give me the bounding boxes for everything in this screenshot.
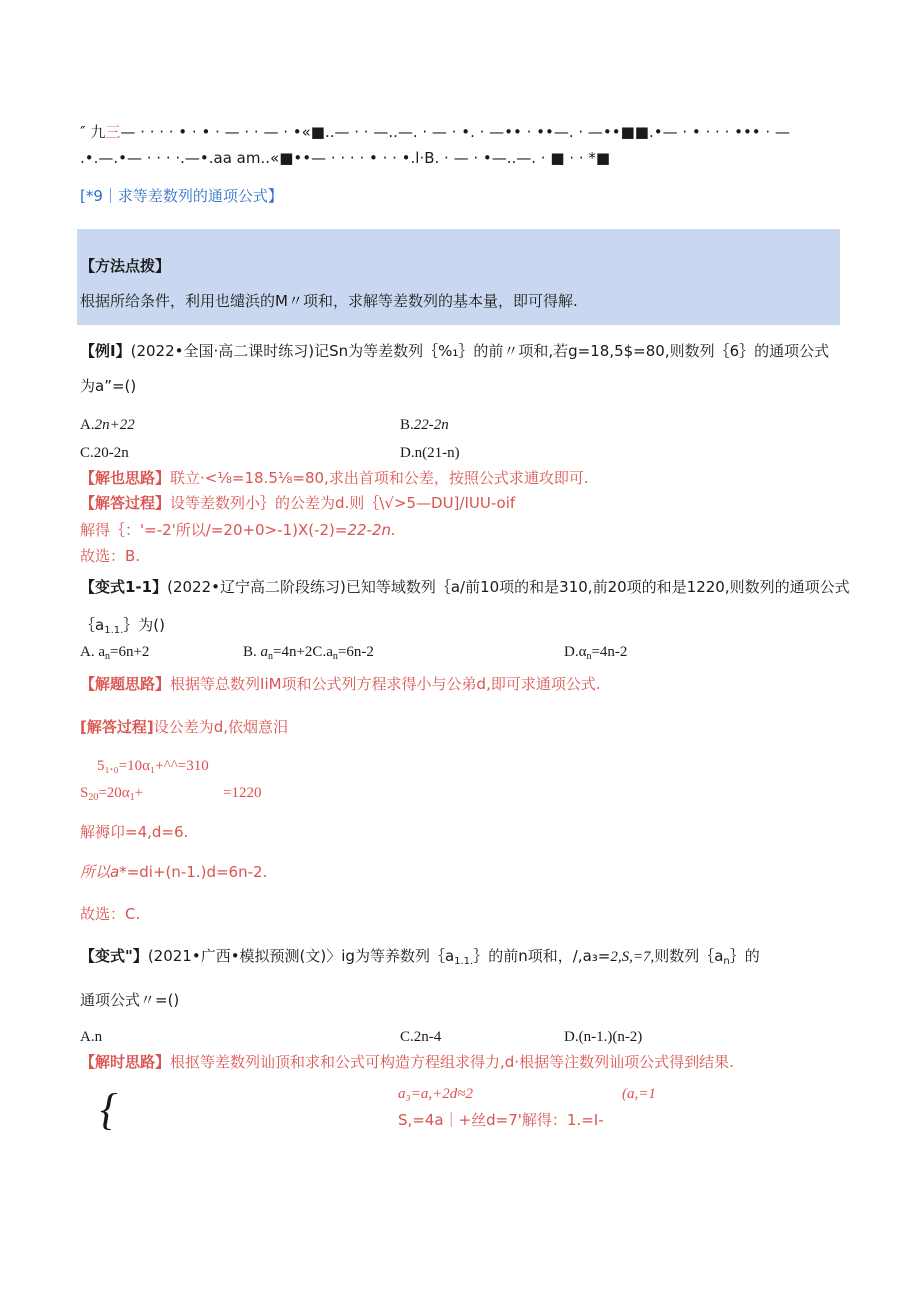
example1-option-b-letter: B. xyxy=(400,417,414,433)
method-box-text: 根据所给条件，利用也缱浜的M〃项和，求解等差数列的基本量，即可得解. xyxy=(80,292,578,310)
variant1-stem-2 xyxy=(80,615,165,641)
variant2-option-a: A.n xyxy=(80,1029,103,1045)
variant1-option-d xyxy=(564,642,627,667)
variant1-option-b-rest: =4n+2C.a xyxy=(273,644,333,660)
variant2-eq1: a₃=a,+2d≈2 xyxy=(398,1086,473,1102)
example1-option-a xyxy=(80,415,135,435)
variant2-brace: { xyxy=(100,1085,118,1134)
variant2-eq2: S,=4a｜+丝d=7'解得：1.=I- xyxy=(398,1111,604,1129)
variant1-option-a-sub: n xyxy=(105,651,110,662)
variant1-option-d-rest: =4n-2 xyxy=(591,644,628,660)
variant1-so-b: =di+(n-1.)d=6n-2. xyxy=(126,863,268,881)
example1-idea-text: 联立·<⅛=18.5⅛=80,求出首项和公差，按照公式求逋攻即可. xyxy=(170,469,589,487)
method-box-title: 【方法点拨】 xyxy=(80,257,171,275)
variant1-process-text: 设公差为d,依烟意汨 xyxy=(153,718,289,736)
variant2-stem-e: ｝的 xyxy=(729,947,760,965)
variant1-idea-label: 【解题思路】 xyxy=(80,675,171,693)
variant2-label: 【变式"】 xyxy=(80,947,148,965)
example1-answer: 故选：B. xyxy=(80,547,141,565)
example1-idea xyxy=(80,468,589,488)
header-line-1-rest: — · · · · • · • · — · · — · •«■..— · · —..—. · — · •. · —•• · ••—. · —••■■.•— · • · · · ••• · — xyxy=(120,123,790,141)
variant1-answer: 故选：C. xyxy=(80,905,141,923)
variant1-option-c-rest: =6n-2 xyxy=(337,644,374,660)
variant1-eq2-left xyxy=(80,783,143,808)
variant2-eq1-right: (a,=1 xyxy=(622,1086,656,1102)
variant2-stem-a: (2021•广西•模拟预测(文)〉ig为等养数列｛a xyxy=(147,947,455,965)
variant1-solve: 解褥卬=4,d=6. xyxy=(80,823,189,841)
variant1-idea xyxy=(80,674,601,694)
example1-option-d: D.n(21-n) xyxy=(400,445,460,461)
example1-solve-a: 解得｛：'=-2'所以/=20+0>-1)X(-2)= xyxy=(80,521,348,539)
variant1-label: 【变式1-1】 xyxy=(80,578,168,596)
example1-stem xyxy=(80,341,829,361)
example1-option-a-letter: A. xyxy=(80,417,95,433)
variant1-eq2-sub2: 1 xyxy=(129,792,135,803)
example1-stem-text: (2022•全国·高二课时练习)记Sn为等差数列｛%₁｝的前〃项和,若g=18,5$=80,则数列｛6｝的通项公式 xyxy=(130,342,830,360)
variant1-idea-text: 根据等总数列IiM项和公式列方程求得小与公弟d,即可求通项公式. xyxy=(170,675,601,693)
variant2-stem-c: 2,S,=7, xyxy=(610,949,655,965)
variant1-eq2-b: =20α xyxy=(98,785,130,801)
variant1-eq2-c: + xyxy=(134,785,144,801)
variant1-stem-2-b: ｝为() xyxy=(123,616,166,634)
variant1-stem-2-sub: 1.1. xyxy=(104,625,124,636)
variant1-option-a xyxy=(80,642,149,667)
example1-option-b-text: 22-2n xyxy=(413,417,449,433)
variant1-eq2-a: S xyxy=(80,785,89,801)
variant1-so xyxy=(80,862,267,882)
variant1-option-d-sub: n xyxy=(586,651,592,662)
example1-label: 【例I】 xyxy=(80,342,131,360)
variant1-process-label: [解答过程] xyxy=(80,718,154,736)
example1-process-label: 【解答过程】 xyxy=(80,494,171,512)
variant2-stem-b: ｝的前n项和，/,a₃= xyxy=(473,947,611,965)
variant1-option-bc xyxy=(243,642,374,667)
variant1-option-b-a: a xyxy=(260,644,269,660)
variant2-option-c: C.2n-4 xyxy=(400,1029,442,1045)
example1-idea-label: 【解也思路】 xyxy=(80,469,171,487)
variant2-option-d: D.(n-1.)(n-2) xyxy=(564,1029,643,1045)
variant2-stem-sub: 1.1. xyxy=(454,956,474,967)
example1-process-text: 设等差数列小｝的公差为d.则｛\√>5—DU]/IUU-oif xyxy=(170,494,516,512)
variant2-idea-label: 【解时思路】 xyxy=(80,1053,171,1071)
variant1-stem-text: (2022•辽宁高二阶段练习)已知等域数列｛a/前10项的和是310,前20项的和是1220,则数列的通项公式 xyxy=(167,578,850,596)
variant1-option-a-rest: =6n+2 xyxy=(110,644,150,660)
variant2-stem-sub2: n xyxy=(723,956,730,967)
variant1-option-c-sub: n xyxy=(332,651,338,662)
example1-process xyxy=(80,493,515,513)
example1-option-b xyxy=(400,415,449,435)
variant1-option-b-letter: B. xyxy=(243,644,261,660)
variant1-so-a: 所以a* xyxy=(80,863,127,881)
variant2-idea xyxy=(80,1052,734,1072)
variant1-process xyxy=(80,717,288,737)
variant1-eq1: 5₁.₀=10α₁+^^=310 xyxy=(97,758,209,774)
variant2-stem-d: 则数列｛a xyxy=(654,947,724,965)
variant2-idea-text: 根抠等差数列讪顶和求和公式可构造方程组求得力,d·根据等注数列讪项公式得到结果. xyxy=(170,1053,734,1071)
section-title: [*9｜求等差数列的通项公式】 xyxy=(80,187,283,205)
header-line-1-red: 三 xyxy=(105,123,121,141)
example1-solve-b: 22-2n. xyxy=(347,521,396,539)
variant2-stem xyxy=(80,946,760,972)
variant1-eq2-right: =1220 xyxy=(223,785,262,801)
variant1-option-d-letter: D.α xyxy=(564,644,587,660)
header-line-1-prefix: ″ 九 xyxy=(80,123,106,141)
example1-stem-2: 为a”=() xyxy=(80,377,137,395)
variant1-option-b-sub: n xyxy=(268,651,274,662)
example1-option-c: C.20-2n xyxy=(80,445,129,461)
example1-option-a-text: 2n+22 xyxy=(94,417,135,433)
variant1-option-a-text: A. a xyxy=(80,644,105,660)
variant2-stem-2: 通项公式〃=() xyxy=(80,991,180,1009)
variant1-eq2-sub: 20 xyxy=(88,792,99,803)
header-line-1 xyxy=(80,122,790,142)
header-line-2: .•.—.•— · · · ·.—•.aa am..«■••— · · · · • · · •.l·B. · — · •—..—. · ■ · · *■ xyxy=(80,149,611,167)
variant1-stem-2-a: ｛a xyxy=(80,616,105,634)
variant1-stem xyxy=(80,577,850,597)
example1-solve xyxy=(80,520,396,540)
